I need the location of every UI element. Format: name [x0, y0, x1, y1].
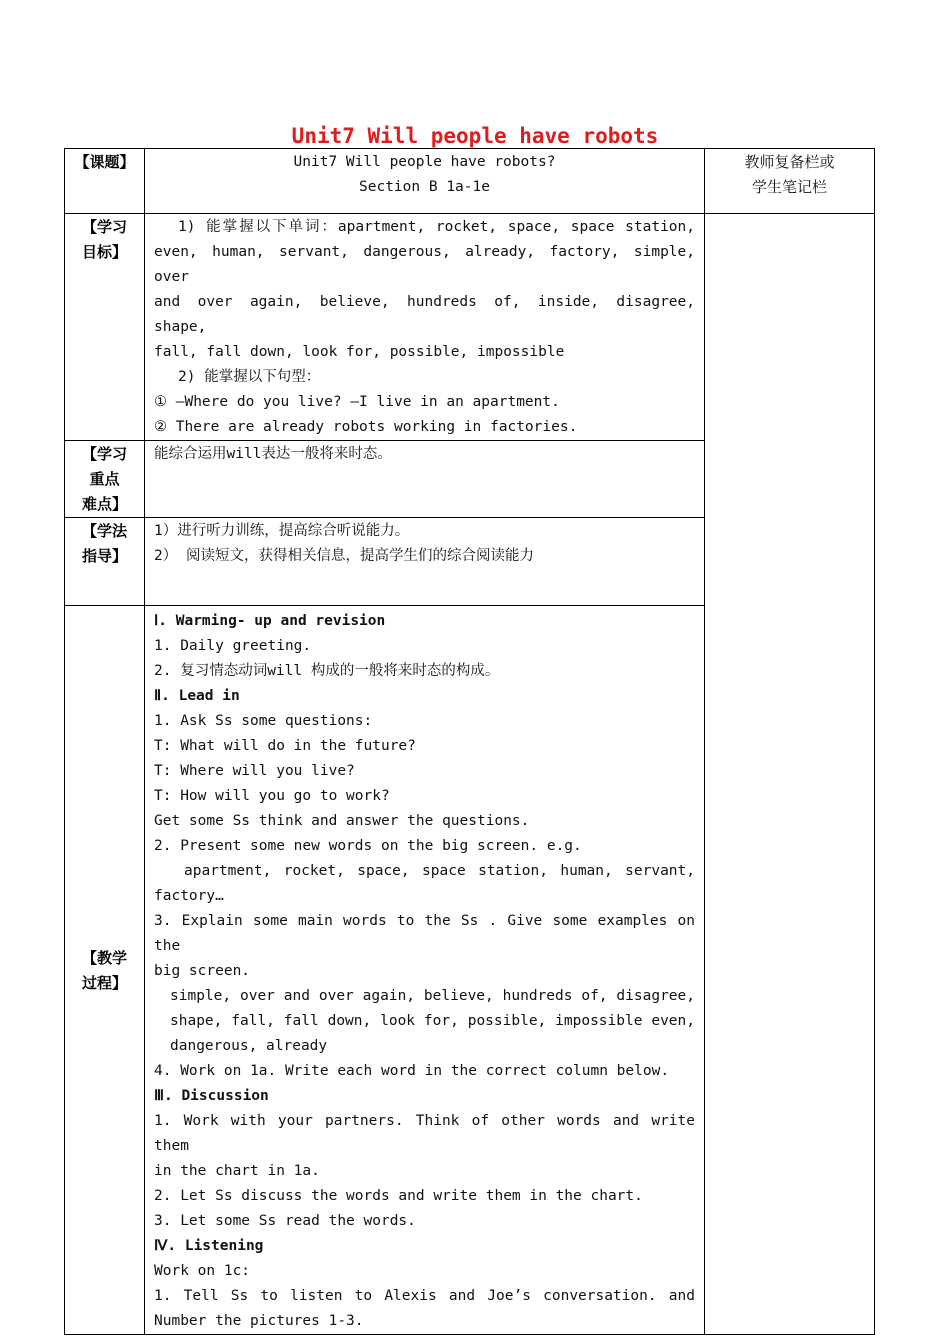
- method-line: 1）进行听力训练，提高综合听说能力。: [154, 523, 410, 539]
- goals-line: ② There are already robots working in factories.: [154, 419, 578, 435]
- process-line: 2. 复习情态动词will 构成的一般将来时态的构成。: [154, 663, 500, 679]
- topic-section: Section B 1a-1e: [359, 179, 490, 195]
- process-line: 2. Let Ss discuss the words and write them in the chart.: [154, 1188, 643, 1204]
- row-goals: [65, 214, 875, 441]
- process-heading: Ⅰ. Warming- up and revision: [154, 613, 386, 629]
- goals-line: and over again, believe, hundreds of, inside, disagree, shape,: [154, 294, 695, 335]
- process-line: Number the pictures 1-3.: [154, 1313, 364, 1329]
- process-cell: [145, 606, 705, 1335]
- key-points-cell: [145, 441, 705, 518]
- notes-header-line1: 教师复备栏或: [744, 153, 835, 171]
- method-cell: [145, 518, 705, 606]
- goals-line: ① —Where do you live? —I live in an apartment.: [154, 394, 560, 410]
- page-title: Unit7 Will people have robots: [291, 124, 659, 148]
- process-heading: Ⅳ. Listening: [154, 1238, 264, 1254]
- row-topic: [65, 149, 875, 214]
- key-points-text: 能综合运用will表达一般将来时态。: [154, 446, 392, 462]
- label-topic-text: 【课题】: [74, 153, 135, 171]
- topic-cell: [145, 149, 705, 214]
- process-line: T: How will you go to work?: [154, 788, 390, 804]
- process-line: 4. Work on 1a. Write each word in the correct column below.: [154, 1063, 670, 1079]
- notes-header: [705, 149, 875, 214]
- process-line: simple, over and over again, believe, hundreds of, disagree,: [170, 988, 695, 1004]
- process-line: 3. Let some Ss read the words.: [154, 1213, 416, 1229]
- label-method-text: 【学法 指导】: [81, 522, 127, 565]
- process-line: 1. Work with your partners. Think of other words and write them: [154, 1113, 695, 1154]
- process-line: big screen.: [154, 963, 251, 979]
- label-key-points: [65, 441, 145, 518]
- goals-line: fall, fall down, look for, possible, impossible: [154, 344, 565, 360]
- topic-title: Unit7 Will people have robots?: [293, 154, 556, 170]
- process-line: 1. Ask Ss some questions:: [154, 713, 373, 729]
- label-process: [65, 606, 145, 1335]
- notes-column: [705, 214, 875, 1335]
- process-line: dangerous, already: [170, 1038, 328, 1054]
- goals-line: 2) 能掌握以下句型：: [178, 369, 321, 385]
- process-line: T: What will do in the future?: [154, 738, 416, 754]
- process-line: 2. Present some new words on the big screen. e.g.: [154, 838, 582, 854]
- process-line: 1. Daily greeting.: [154, 638, 312, 654]
- process-line: in the chart in 1a.: [154, 1163, 320, 1179]
- process-line: T: Where will you live?: [154, 763, 355, 779]
- process-line: factory…: [154, 888, 224, 904]
- label-goals: [65, 214, 145, 441]
- process-line: 3. Explain some main words to the Ss . Give some examples on the: [154, 913, 695, 954]
- process-heading: Ⅲ. Discussion: [154, 1088, 269, 1104]
- label-topic: [65, 149, 145, 214]
- label-process-text: 【教学 过程】: [81, 948, 127, 992]
- label-goals-text: 【学习 目标】: [81, 218, 127, 261]
- method-line: 2） 阅读短文，获得相关信息，提高学生们的综合阅读能力: [154, 548, 534, 564]
- notes-header-line2: 学生笔记栏: [751, 178, 827, 196]
- label-key-points-text: 【学习 重点 难点】: [81, 445, 127, 513]
- process-line: 1. Tell Ss to listen to Alexis and Joe’s conversation. and: [154, 1288, 695, 1304]
- goals-line: 1) 能掌握以下单词：apartment, rocket, space, space station,: [178, 219, 695, 235]
- process-heading: Ⅱ. Lead in: [154, 688, 240, 704]
- goals-cell: [145, 214, 705, 441]
- process-line: Work on 1c:: [154, 1263, 251, 1279]
- goals-line: even, human, servant, dangerous, already, factory, simple, over: [154, 244, 695, 285]
- lesson-plan-table: [64, 148, 875, 1335]
- label-method: [65, 518, 145, 606]
- process-line: shape, fall, fall down, look for, possible, impossible even,: [170, 1013, 695, 1029]
- process-line: Get some Ss think and answer the questions.: [154, 813, 530, 829]
- process-line: apartment, rocket, space, space station, human, servant,: [184, 863, 695, 879]
